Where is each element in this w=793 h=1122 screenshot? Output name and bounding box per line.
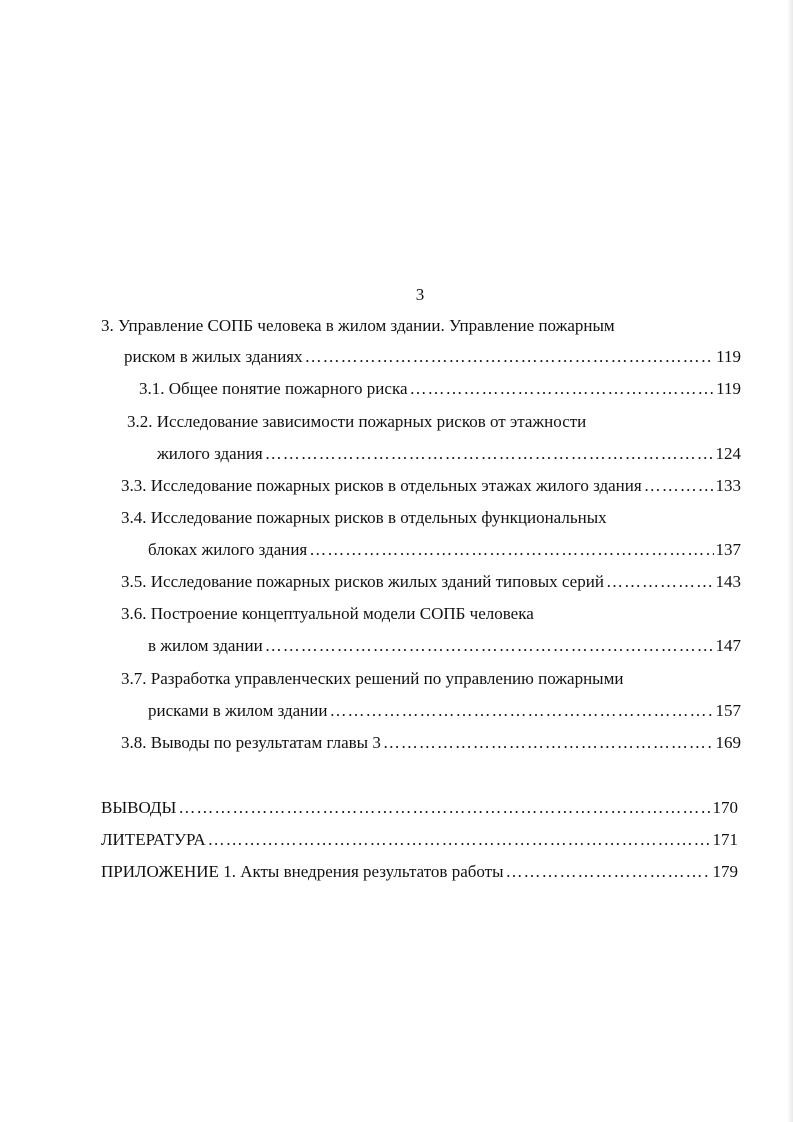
toc-chapter-3-title-cont: риском в жилых зданиях	[124, 347, 303, 366]
toc-item-title-cont: жилого здания	[157, 444, 263, 463]
toc-item-3-2-title: 3.2. Исследование зависимости пожарных рисков от этажности	[127, 412, 587, 431]
toc-item-3-4-title: 3.4. Исследование пожарных рисков в отдельных функциональных	[121, 508, 607, 527]
scan-edge-shadow	[787, 0, 793, 1122]
toc-page-ref: 119	[716, 379, 741, 398]
toc-back-title: ЛИТЕРАТУРА	[101, 830, 206, 849]
toc-leader-dots	[606, 571, 714, 593]
toc-leader-dots	[506, 861, 711, 883]
toc-item-3-1	[139, 378, 741, 400]
toc-leader-dots	[305, 346, 715, 368]
toc-page-ref: 137	[715, 540, 741, 559]
toc-page-ref: 171	[712, 830, 738, 849]
toc-leader-dots	[410, 378, 715, 400]
toc-literature	[101, 829, 738, 851]
toc-item-3-3	[121, 475, 741, 497]
toc-chapter-3-entry	[124, 346, 741, 368]
toc-page-ref: 124	[715, 444, 741, 463]
toc-item-title: 3.8. Выводы по результатам главы 3	[121, 733, 381, 752]
page-number: 3	[415, 285, 425, 304]
toc-leader-dots	[178, 797, 710, 819]
toc-page-ref: 133	[715, 476, 741, 495]
toc-conclusions	[101, 797, 738, 819]
toc-chapter-3-title: 3. Управление СОПБ человека в жилом здании. Управление пожарным	[101, 316, 615, 335]
toc-page-ref: 119	[716, 347, 741, 366]
toc-item-title-cont: в жилом здании	[148, 636, 263, 655]
toc-item-3-7-title: 3.7. Разработка управленческих решений по управлению пожарными	[121, 669, 624, 688]
toc-item-title: 3.3. Исследование пожарных рисков в отдельных этажах жилого здания	[121, 476, 642, 495]
toc-page-ref: 147	[715, 636, 741, 655]
toc-back-title: ВЫВОДЫ	[101, 798, 177, 817]
toc-leader-dots	[383, 732, 714, 754]
toc-page-ref: 157	[715, 701, 741, 720]
toc-item-3-7	[148, 700, 741, 722]
toc-leader-dots	[208, 829, 711, 851]
toc-item-title-cont: блоках жилого здания	[148, 540, 308, 559]
toc-page-ref: 169	[715, 733, 741, 752]
toc-item-title: 3.1. Общее понятие пожарного риска	[139, 379, 408, 398]
toc-leader-dots	[309, 539, 713, 561]
toc-back-title: ПРИЛОЖЕНИЕ 1. Акты внедрения результатов работы	[101, 862, 504, 881]
toc-item-title-cont: рисками в жилом здании	[148, 701, 328, 720]
toc-item-3-6-title: 3.6. Построение концептуальной модели СОПБ человека	[121, 604, 534, 623]
toc-item-3-2	[157, 443, 741, 465]
toc-item-3-6	[148, 635, 741, 657]
toc-item-3-8	[121, 732, 741, 754]
toc-page-ref: 179	[712, 862, 738, 881]
toc-page-ref: 143	[715, 572, 741, 591]
toc-leader-dots	[265, 635, 714, 657]
toc-item-title: 3.5. Исследование пожарных рисков жилых зданий типовых серий	[121, 572, 604, 591]
toc-item-3-5	[121, 571, 741, 593]
toc-page-ref: 170	[712, 798, 738, 817]
toc-item-3-4	[148, 539, 741, 561]
toc-appendix-1	[101, 861, 738, 883]
toc-leader-dots	[644, 475, 714, 497]
toc-leader-dots	[329, 700, 713, 722]
toc-leader-dots	[265, 443, 714, 465]
